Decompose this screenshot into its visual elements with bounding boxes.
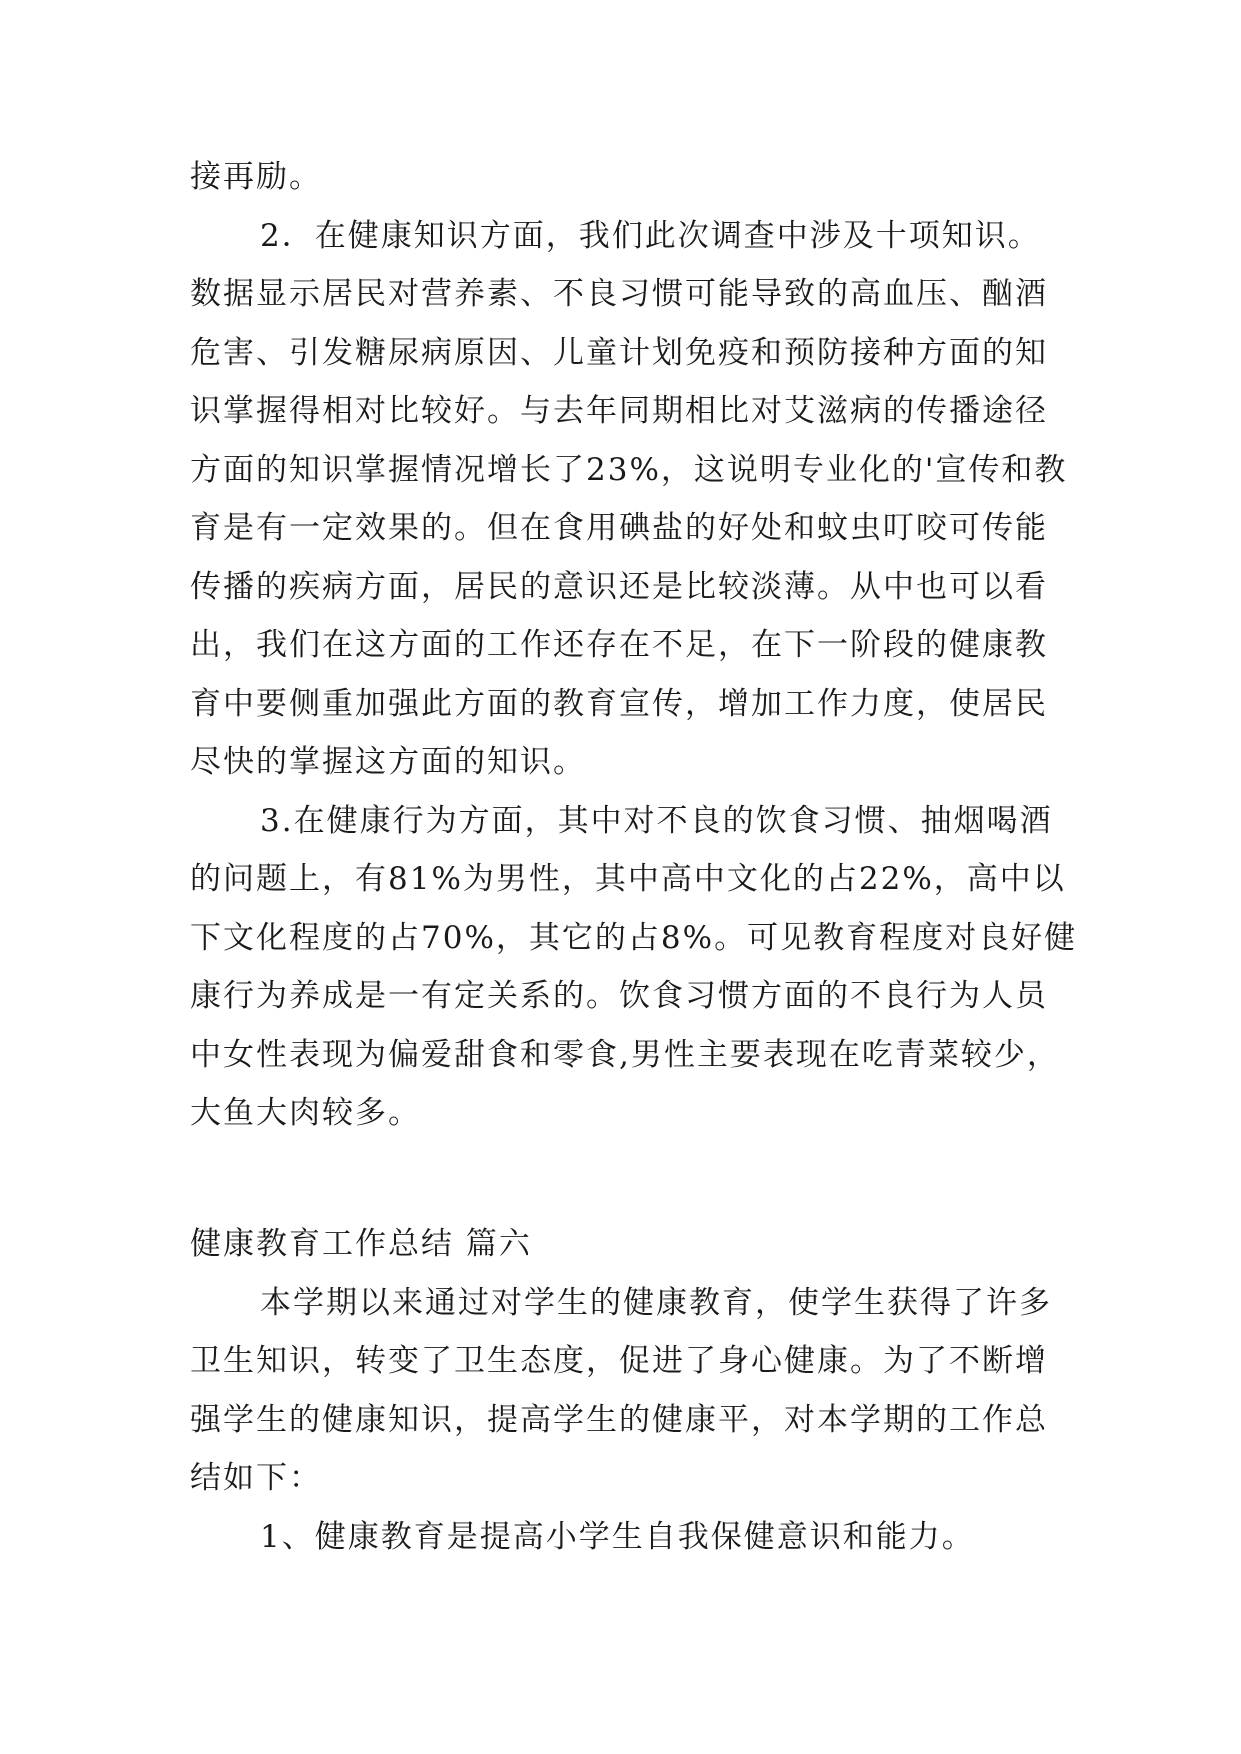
paragraph-line: 出，我们在这方面的工作还存在不足，在下一阶段的健康教 — [190, 627, 1048, 663]
paragraph-line: 强学生的健康知识，提高学生的健康平，对本学期的工作总 — [190, 1401, 1048, 1438]
paragraph-line: 2．在健康知识方面，我们此次调查中涉及十项知识。 — [260, 217, 1041, 254]
paragraph-line: 卫生知识，转变了卫生态度，促进了身心健康。为了不断增 — [190, 1343, 1048, 1379]
paragraph-line: 育是有一定效果的。但在食用碘盐的好处和蚊虫叮咬可传能 — [190, 510, 1048, 546]
paragraph-line: 1、健康教育是提高小学生自我保健意识和能力。 — [260, 1518, 975, 1555]
paragraph-line: 育中要侧重加强此方面的教育宣传，增加工作力度，使居民 — [190, 685, 1048, 722]
paragraph-line: 结如下： — [190, 1460, 322, 1496]
body-text-section-1 — [190, 148, 1078, 1143]
paragraph-line: 接再励。 — [190, 159, 322, 195]
body-text-section-2 — [190, 1215, 1050, 1566]
paragraph-line: 尽快的掌握这方面的知识。 — [190, 744, 586, 780]
paragraph-line: 3.在健康行为方面，其中对不良的饮食习惯、抽烟喝酒 — [260, 802, 1053, 839]
paragraph-line: 康行为养成是一有定关系的。饮食习惯方面的不良行为人员 — [190, 978, 1048, 1014]
paragraph-line: 方面的知识掌握情况增长了23%，这说明专业化的'宣传和教 — [190, 451, 1068, 488]
paragraph-line: 识掌握得相对比较好。与去年同期相比对艾滋病的传播途径 — [190, 393, 1048, 429]
paragraph-line: 本学期以来通过对学生的健康教育，使学生获得了许多 — [260, 1284, 1052, 1321]
paragraph-line: 大鱼大肉较多。 — [190, 1095, 421, 1131]
paragraph-line: 下文化程度的占70%，其它的占8%。可见教育程度对良好健 — [190, 919, 1078, 956]
paragraph-line: 中女性表现为偏爱甜食和零食,男性主要表现在吃青菜较少， — [190, 1036, 1060, 1073]
paragraph-line: 传播的疾病方面，居民的意识还是比较淡薄。从中也可以看 — [190, 568, 1048, 605]
paragraph-line: 的问题上，有81%为男性，其中高中文化的占22%，高中以 — [190, 861, 1066, 897]
paragraph-line: 危害、引发糖尿病原因、儿童计划免疫和预防接种方面的知 — [190, 334, 1048, 371]
paragraph-line: 数据显示居民对营养素、不良习惯可能导致的高血压、酗酒 — [190, 276, 1048, 312]
section-heading: 健康教育工作总结 篇六 — [190, 1226, 532, 1262]
